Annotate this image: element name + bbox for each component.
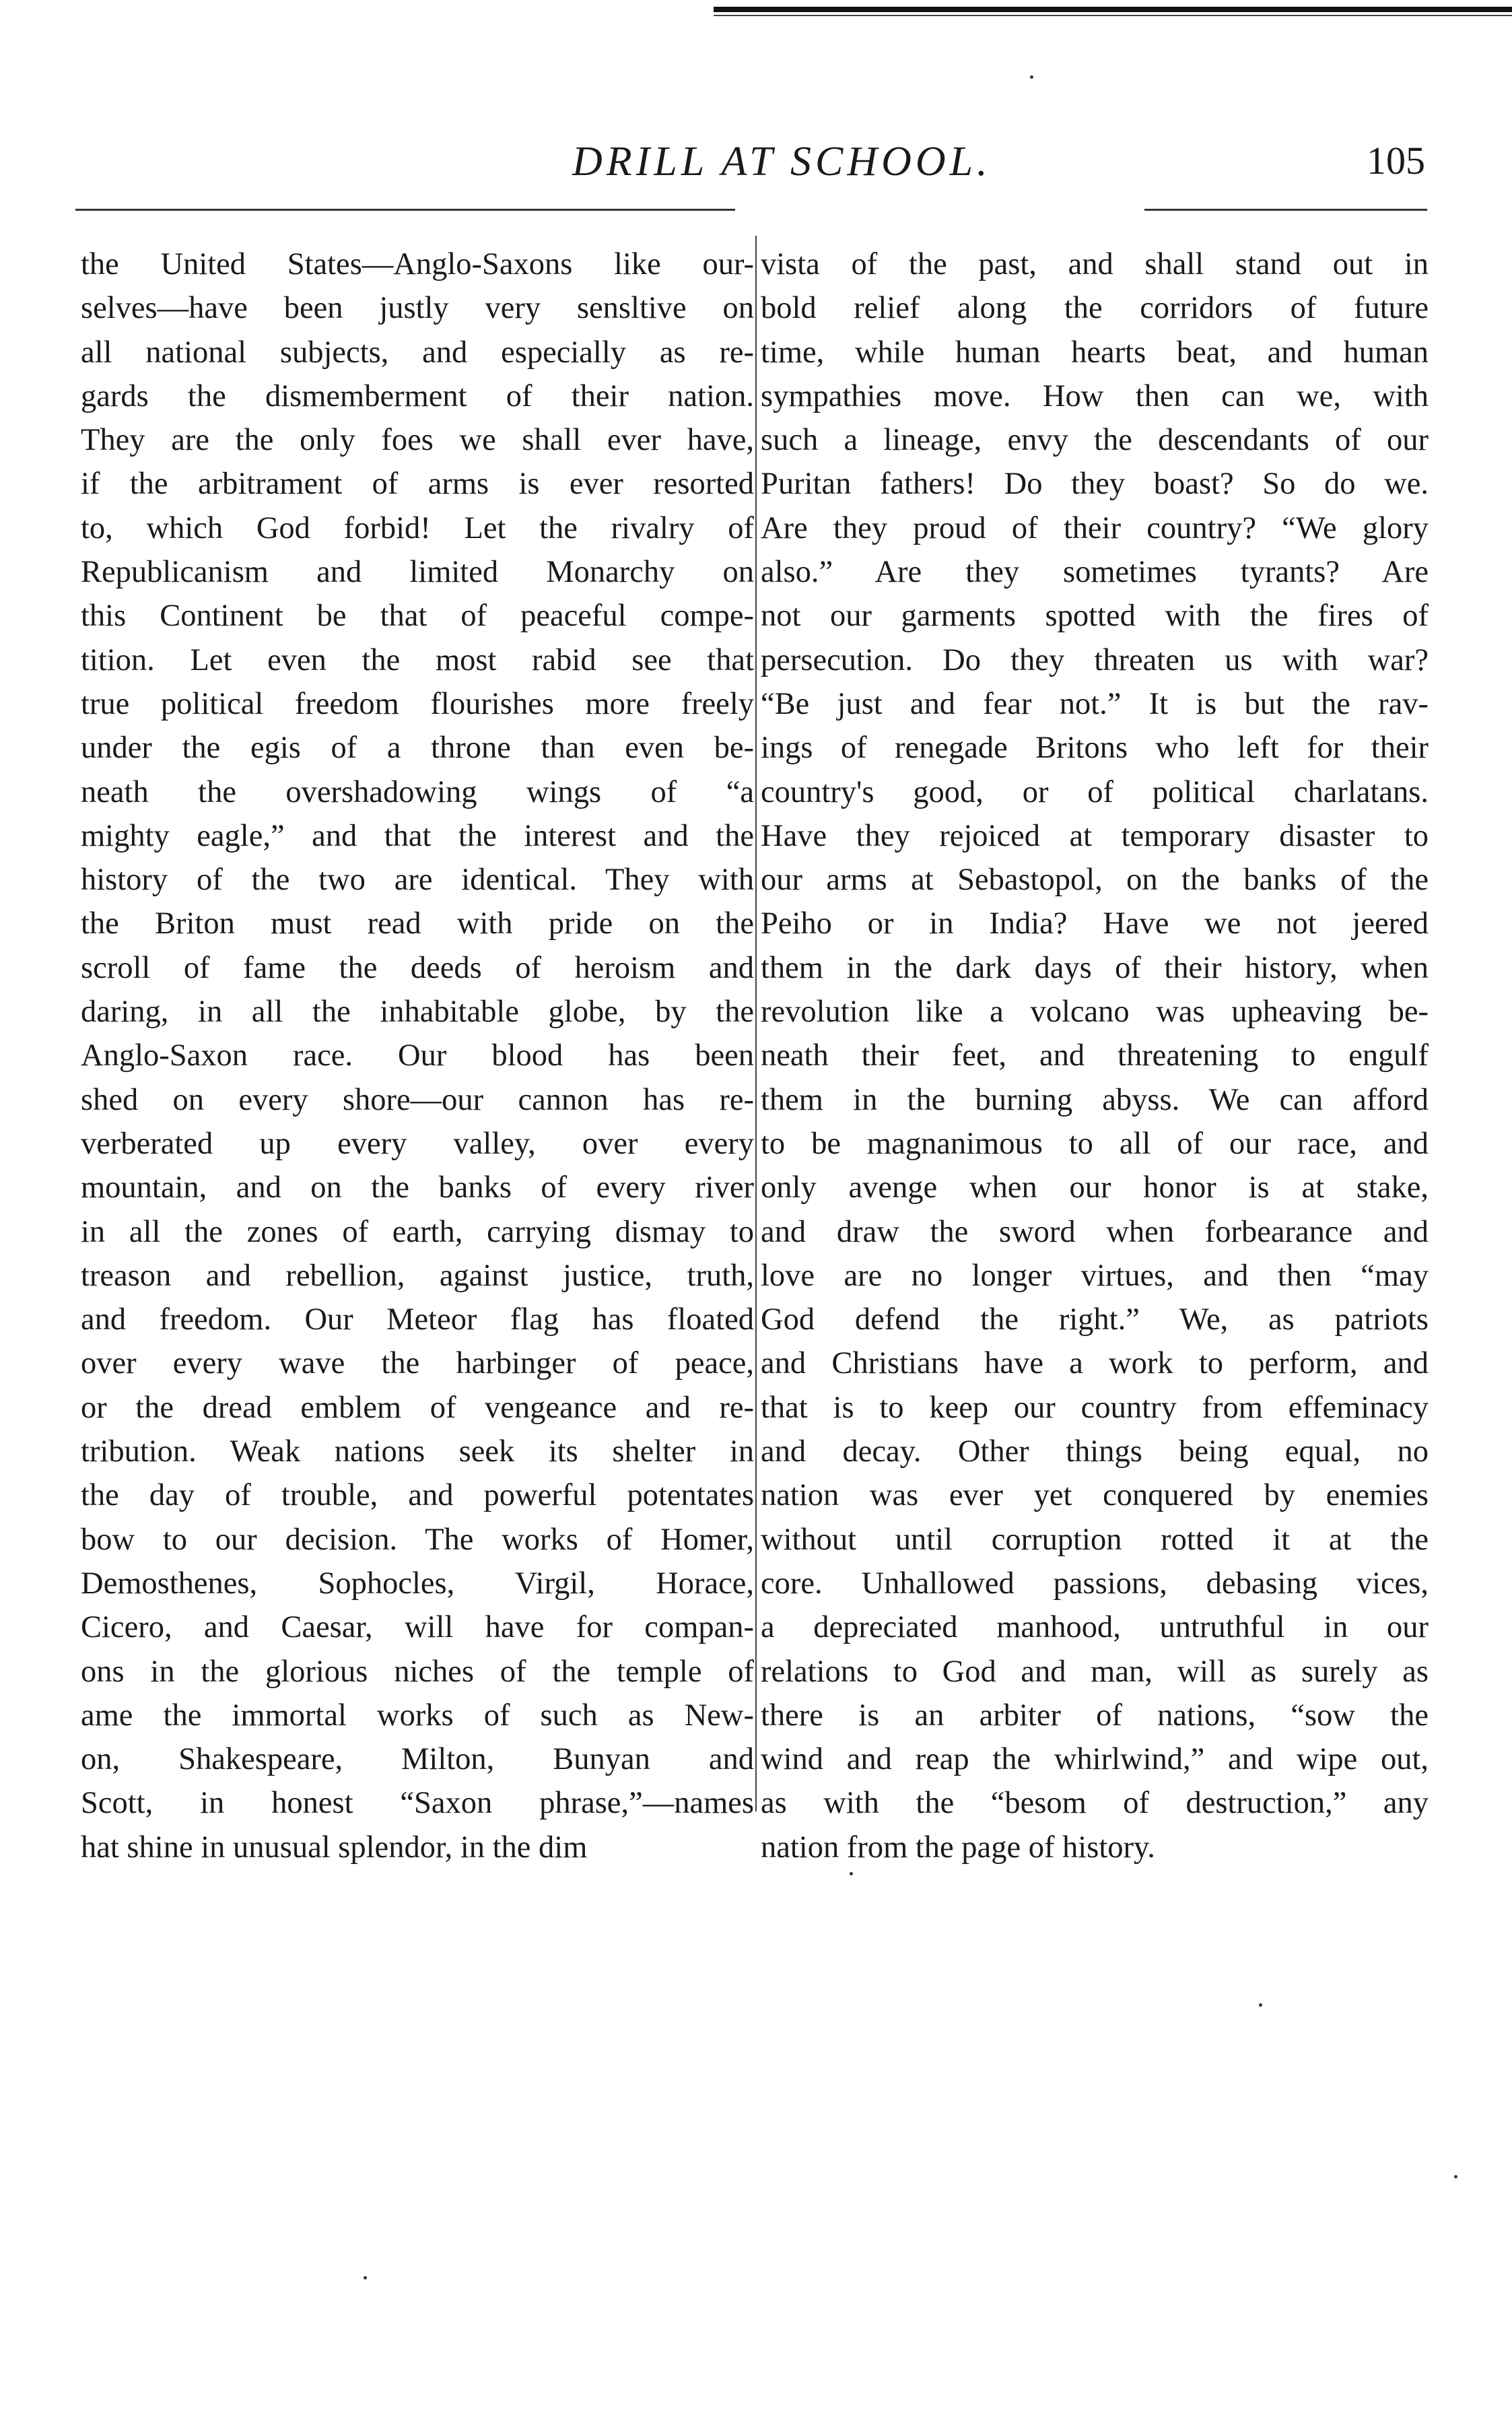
right-column-line: not our garments spotted with the fires of xyxy=(761,599,1429,634)
left-column-line: tition. Let even the most rabid see that xyxy=(81,642,754,677)
right-column-line: a depreciated manhood, untruthful in our xyxy=(761,1610,1429,1645)
left-column-line: Republicanism and limited Monarchy on xyxy=(81,555,754,590)
ink-speck xyxy=(1454,2175,1457,2178)
right-column-line: Puritan fathers! Do they boast? So do we. xyxy=(761,467,1429,502)
right-column-line: also.” Are they sometimes tyrants? Are xyxy=(761,555,1429,590)
left-column-line: selves—have been justly very sensltive on xyxy=(81,291,754,326)
page-number: 105 xyxy=(1367,139,1425,182)
left-column-line: over every wave the harbinger of peace, xyxy=(81,1346,754,1381)
right-column-line: only avenge when our honor is at stake, xyxy=(761,1170,1429,1205)
right-column-line: Are they proud of their country? “We glory xyxy=(761,510,1429,545)
left-column-line: bow to our decision. The works of Homer, xyxy=(81,1522,754,1557)
right-column-line: without until corruption rotted it at the xyxy=(761,1522,1429,1557)
left-column-line: the United States—Anglo-Saxons like our- xyxy=(81,247,754,281)
right-column-line: them in the burning abyss. We can afford xyxy=(761,1082,1429,1117)
right-column-line: them in the dark days of their history, when xyxy=(761,950,1429,985)
left-column-line: to, which God forbid! Let the rivalry of xyxy=(81,510,754,545)
right-column-line: and Christians have a work to perform, and xyxy=(761,1346,1429,1381)
right-column-line: sympathies move. How then can we, with xyxy=(761,378,1429,413)
right-column-line: that is to keep our country from effeminacy xyxy=(761,1390,1429,1425)
right-column-line: relations to God and man, will as surely as xyxy=(761,1654,1429,1689)
left-column-line: Cicero, and Caesar, will have for compan- xyxy=(81,1610,754,1645)
top-edge-thin-rule xyxy=(714,15,1512,16)
right-column-line: and draw the sword when forbearance and xyxy=(761,1214,1429,1249)
ink-speck xyxy=(1259,2003,1262,2007)
left-column-line: Scott, in honest “Saxon phrase,”—names xyxy=(81,1786,754,1821)
left-column-line: this Continent be that of peaceful compe- xyxy=(81,599,754,634)
column-divider xyxy=(755,236,757,1811)
right-column-line: as with the “besom of destruction,” any xyxy=(761,1786,1429,1821)
left-column-line: verberated up every valley, over every xyxy=(81,1126,754,1161)
ink-speck xyxy=(850,1872,853,1875)
right-column-line: core. Unhallowed passions, debasing vices, xyxy=(761,1566,1429,1601)
left-column-line: shed on every shore—our cannon has re- xyxy=(81,1082,754,1117)
left-column-line: Anglo-Saxon race. Our blood has been xyxy=(81,1038,754,1073)
ink-speck xyxy=(364,2276,367,2279)
right-column-line: and decay. Other things being equal, no xyxy=(761,1434,1429,1469)
right-column-line: ings of renegade Britons who left for their xyxy=(761,731,1429,766)
right-column-line: God defend the right.” We, as patriots xyxy=(761,1302,1429,1337)
ink-speck xyxy=(1030,75,1033,79)
left-column-line: scroll of fame the deeds of heroism and xyxy=(81,950,754,985)
left-column-line: Demosthenes, Sophocles, Virgil, Horace, xyxy=(81,1566,754,1601)
left-column-line: treason and rebellion, against justice, truth, xyxy=(81,1258,754,1293)
left-column-line: tribution. Weak nations seek its shelter in xyxy=(81,1434,754,1469)
left-column-line: They are the only foes we shall ever have, xyxy=(81,423,754,458)
right-column-line: to be magnanimous to all of our race, and xyxy=(761,1126,1429,1161)
left-column-line: daring, in all the inhabitable globe, by the xyxy=(81,995,754,1030)
left-column xyxy=(81,242,754,1869)
right-column-line: vista of the past, and shall stand out in xyxy=(761,247,1429,281)
left-column-line: ons in the glorious niches of the temple of xyxy=(81,1654,754,1689)
left-column-line: neath the overshadowing wings of “a xyxy=(81,774,754,809)
right-column-line: persecution. Do they threaten us with war? xyxy=(761,642,1429,677)
left-column-line: in all the zones of earth, carrying dismay to xyxy=(81,1214,754,1249)
right-column xyxy=(761,242,1429,1869)
left-column-line: the day of trouble, and powerful potentates xyxy=(81,1478,754,1513)
left-column-line: if the arbitrament of arms is ever resorted xyxy=(81,467,754,502)
left-column-line: hat shine in unusual splendor, in the dim xyxy=(81,1830,588,1865)
right-column-line: there is an arbiter of nations, “sow the xyxy=(761,1698,1429,1733)
left-column-line: or the dread emblem of vengeance and re- xyxy=(81,1390,754,1425)
right-column-line: neath their feet, and threatening to engulf xyxy=(761,1038,1429,1073)
left-column-line: history of the two are identical. They with xyxy=(81,863,754,898)
left-column-line: the Briton must read with pride on the xyxy=(81,906,754,941)
right-column-line: country's good, or of political charlatans. xyxy=(761,774,1429,809)
left-column-line: mighty eagle,” and that the interest and the xyxy=(81,818,754,853)
right-column-line: “Be just and fear not.” It is but the rav- xyxy=(761,686,1429,721)
right-column-line: nation was ever yet conquered by enemies xyxy=(761,1478,1429,1513)
top-edge-rule xyxy=(714,7,1512,12)
right-column-line: time, while human hearts beat, and human xyxy=(761,335,1429,370)
right-column-line: love are no longer virtues, and then “may xyxy=(761,1258,1429,1293)
left-column-line: under the egis of a throne than even be- xyxy=(81,731,754,766)
right-column-line: nation from the page of history. xyxy=(761,1830,1155,1865)
right-column-line: our arms at Sebastopol, on the banks of the xyxy=(761,863,1429,898)
left-column-line: gards the dismemberment of their nation. xyxy=(81,378,754,413)
left-column-line: all national subjects, and especially as re- xyxy=(81,335,754,370)
running-head: DRILL AT SCHOOL. xyxy=(572,139,992,185)
left-column-line: ame the immortal works of such as New- xyxy=(81,1698,754,1733)
left-column-line: and freedom. Our Meteor flag has floated xyxy=(81,1302,754,1337)
right-column-line: revolution like a volcano was upheaving be- xyxy=(761,995,1429,1030)
right-column-line: Have they rejoiced at temporary disaster to xyxy=(761,818,1429,853)
right-column-line: such a lineage, envy the descendants of our xyxy=(761,423,1429,458)
left-column-line: on, Shakespeare, Milton, Bunyan and xyxy=(81,1742,754,1777)
header-rule-right xyxy=(1144,209,1427,211)
left-column-line: true political freedom flourishes more freely xyxy=(81,686,754,721)
right-column-line: wind and reap the whirlwind,” and wipe out, xyxy=(761,1742,1429,1777)
right-column-line: bold relief along the corridors of future xyxy=(761,291,1429,326)
header-rule-left xyxy=(75,209,735,211)
right-column-line: Peiho or in India? Have we not jeered xyxy=(761,906,1429,941)
left-column-line: mountain, and on the banks of every river xyxy=(81,1170,754,1205)
